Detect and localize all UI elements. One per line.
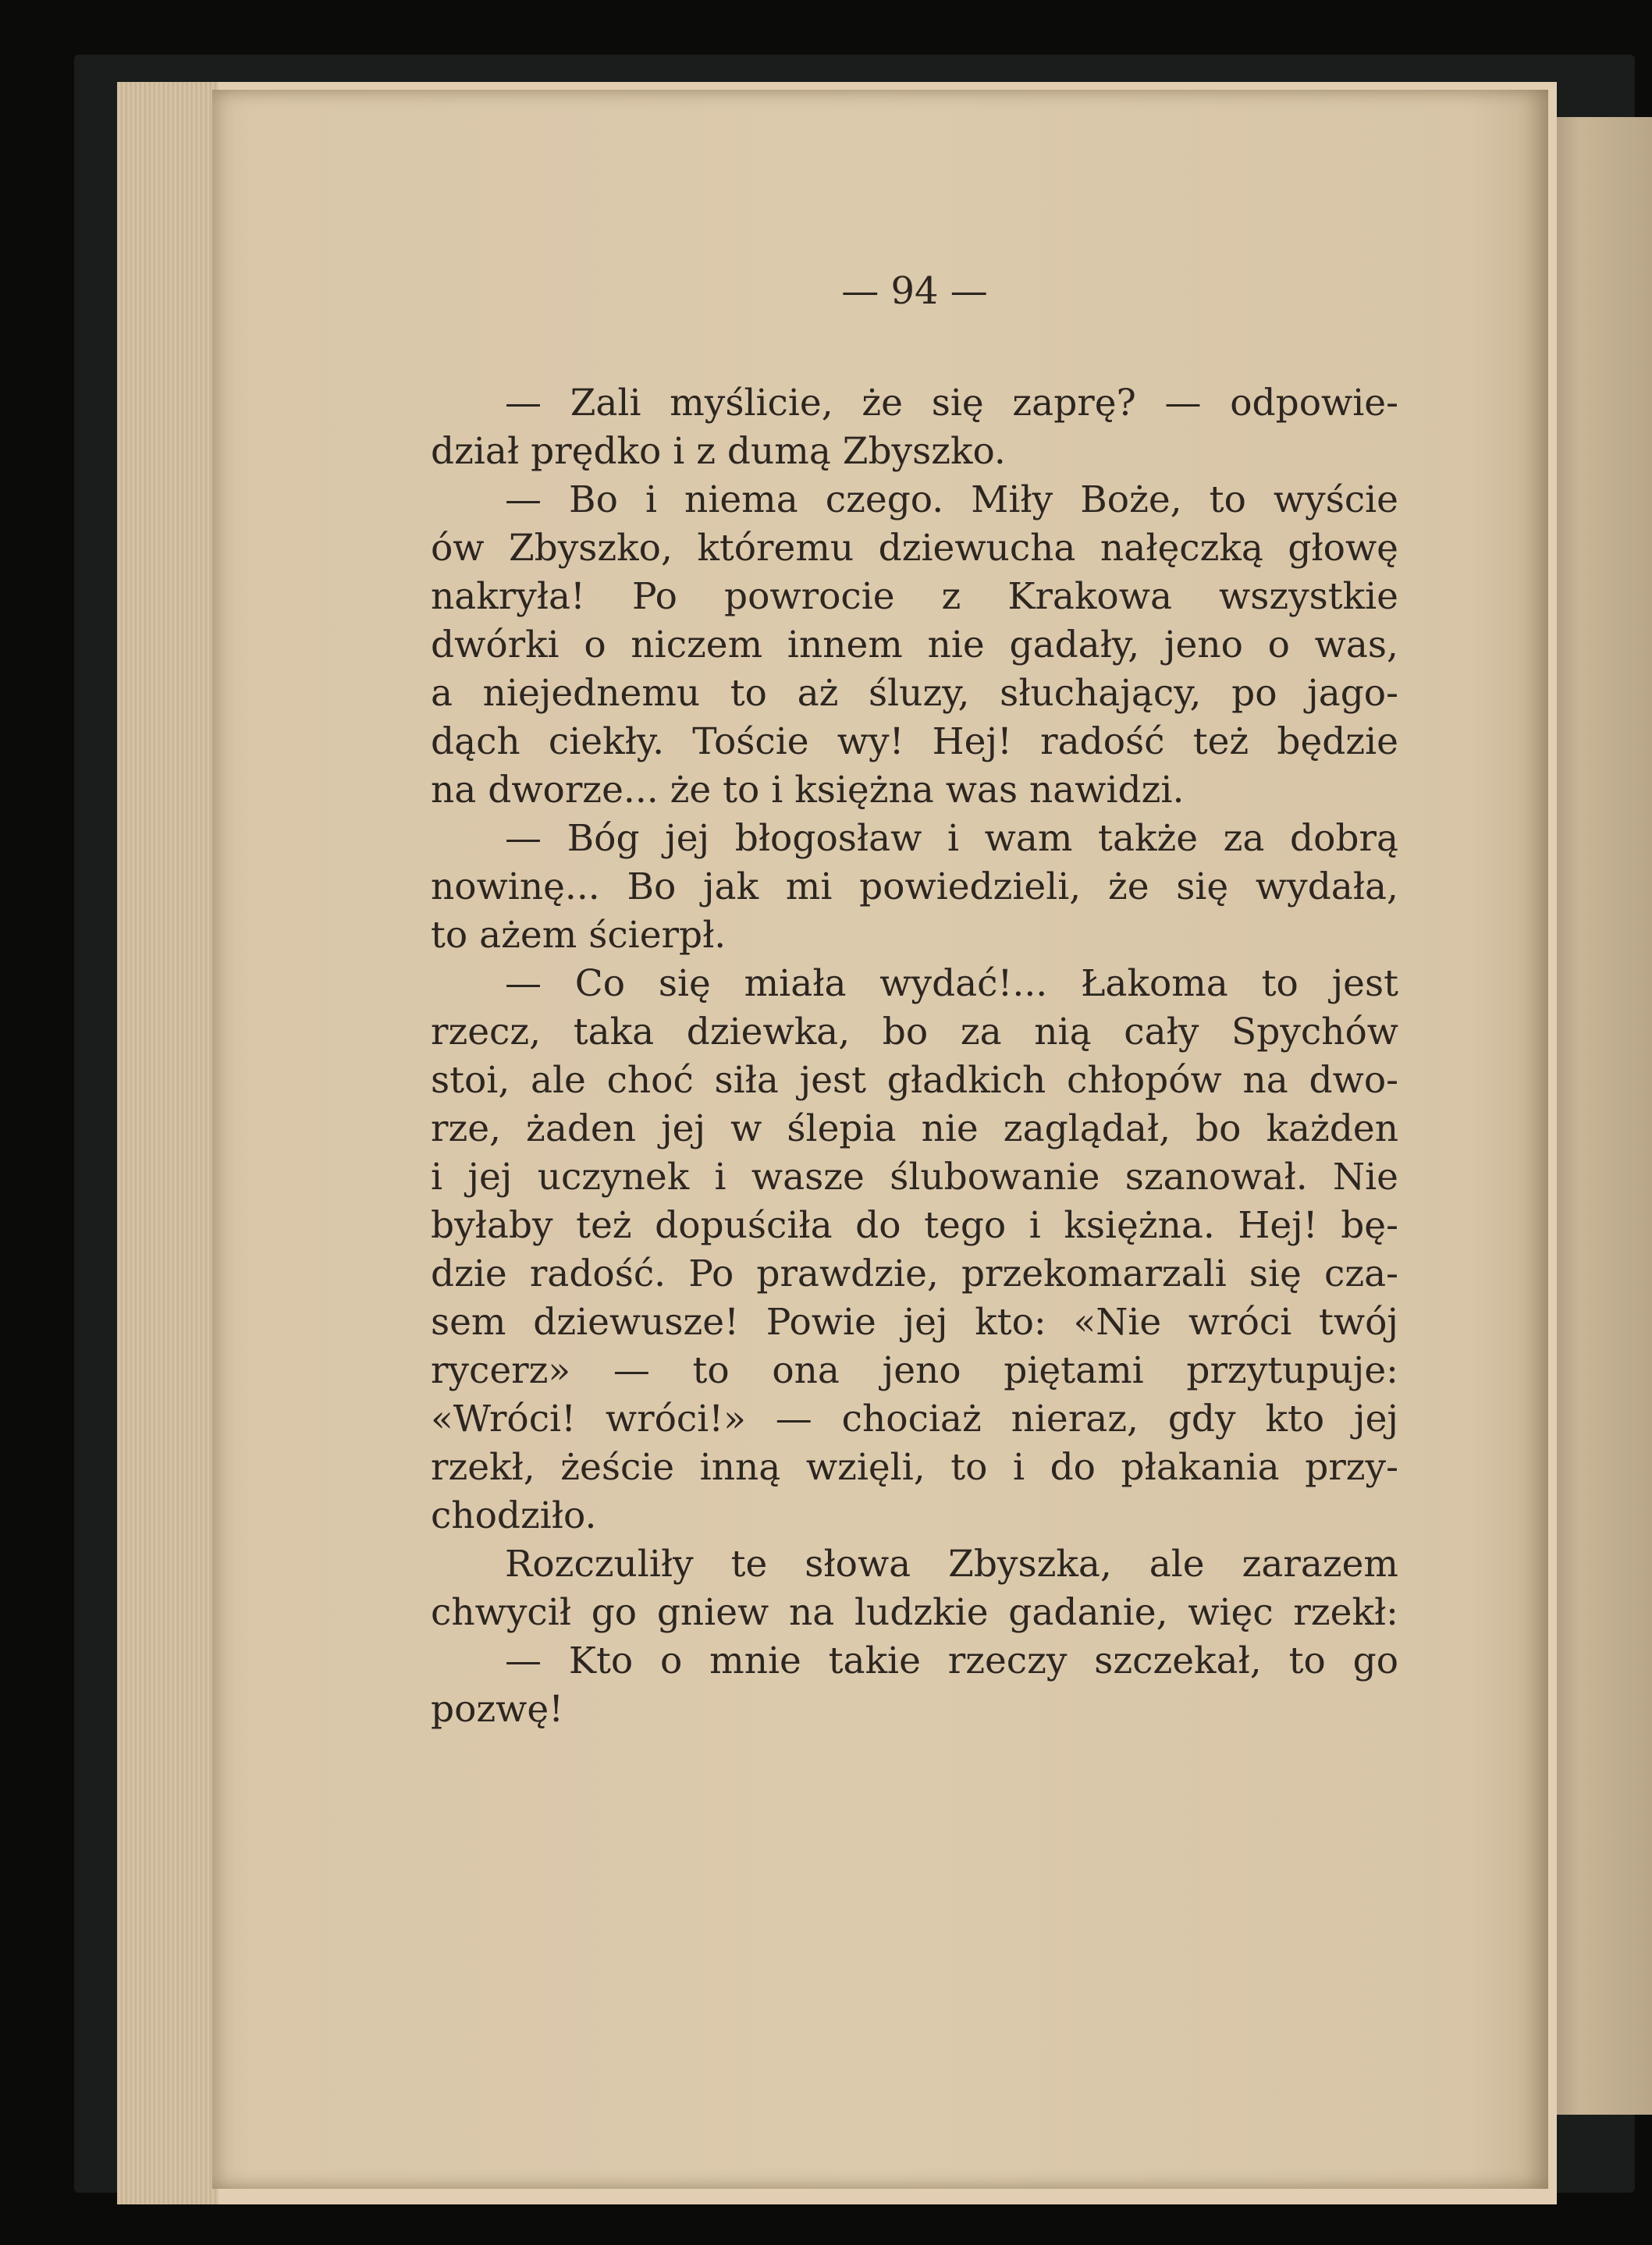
text-line: ów Zbyszko, któremu dziewucha nałęczką głowę: [431, 527, 1398, 570]
text-line: na dworze... że to i księżna was nawidzi.: [431, 769, 1185, 812]
text-line: rzekł, żeście inną wzięli, to i do płakania przy-: [431, 1446, 1398, 1489]
facing-page-edge: [1541, 117, 1652, 2115]
text-line: «Wróci! wróci!» — chociaż nieraz, gdy kto jej: [431, 1398, 1398, 1440]
text-line: Rozczuliły te słowa Zbyszka, ale zarazem: [505, 1543, 1398, 1586]
text-line: a niejednemu to aż śluzy, słuchający, po jago-: [431, 672, 1398, 715]
text-line: to ażem ścierpł.: [431, 914, 727, 957]
text-line: sem dziewusze! Powie jej kto: «Nie wróci twój: [431, 1301, 1398, 1344]
text-line: — Zali myślicie, że się zaprę? — odpowie-: [505, 382, 1398, 424]
text-line: rzecz, taka dziewka, bo za nią cały Spychów: [431, 1011, 1398, 1053]
text-line: — Kto o mnie takie rzeczy szczekał, to go: [505, 1639, 1398, 1682]
page-edges: [117, 82, 218, 2204]
text-line: — Bo i niema czego. Miły Boże, to wyście: [505, 478, 1398, 521]
page-number: — 94 —: [841, 269, 988, 313]
body-text: [431, 379, 1398, 1734]
text-line: dwórki o niczem innem nie gadały, jeno o was,: [431, 623, 1398, 666]
text-line: byłaby też dopuściła do tego i księżna. Hej! bę-: [431, 1204, 1398, 1247]
text-line: chodziło.: [431, 1494, 597, 1537]
text-line: nowinę... Bo jak mi powiedzieli, że się wydała,: [431, 865, 1398, 908]
text-line: dąch ciekły. Toście wy! Hej! radość też będzie: [431, 720, 1398, 763]
text-line: dział prędko i z dumą Zbyszko.: [431, 430, 1006, 473]
text-line: — Bóg jej błogosław i wam także za dobrą: [505, 817, 1398, 860]
text-line: rycerz» — to ona jeno piętami przytupuje:: [431, 1349, 1398, 1392]
text-line: — Co się miała wydać!... Łakoma to jest: [505, 962, 1398, 1005]
text-line: dzie radość. Po prawdzie, przekomarzali się cza-: [431, 1252, 1398, 1295]
text-line: i jej uczynek i wasze ślubowanie szanował. Nie: [431, 1156, 1398, 1199]
text-line: stoi, ale choć siła jest gładkich chłopów na dwo-: [431, 1059, 1398, 1102]
text-line: pozwę!: [431, 1688, 564, 1731]
text-line: rze, żaden jej w ślepia nie zaglądał, bo każden: [431, 1107, 1398, 1150]
text-line: chwycił go gniew na ludzkie gadanie, więc rzekł:: [431, 1591, 1398, 1634]
text-line: nakryła! Po powrocie z Krakowa wszystkie: [431, 575, 1398, 618]
